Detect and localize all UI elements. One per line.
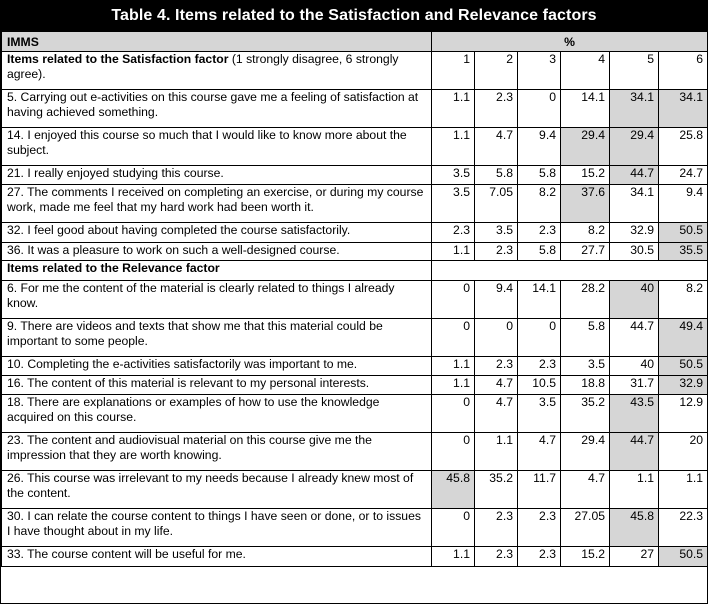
- percent-cell-2: 9.4: [475, 281, 518, 319]
- table-row: [2, 223, 708, 243]
- percent-cell-4: 8.2: [561, 223, 610, 243]
- section-heading-row: [2, 261, 708, 281]
- scale-header-6: 6: [659, 52, 708, 90]
- percent-cell-2: 2.3: [475, 357, 518, 376]
- percent-cell-6: 25.8: [659, 128, 708, 166]
- percent-cell-5: 40: [610, 357, 659, 376]
- percent-cell-4: 18.8: [561, 376, 610, 395]
- table-row: [2, 128, 708, 166]
- percent-cell-3: 14.1: [518, 281, 561, 319]
- percent-cell-1: 0: [432, 433, 475, 471]
- percent-cell-6: 34.1: [659, 90, 708, 128]
- percent-cell-1: 2.3: [432, 223, 475, 243]
- item-label: 5. Carrying out e-activities on this course gave me a feeling of satisfaction at having achieved something.: [2, 90, 432, 128]
- table-row: [2, 395, 708, 433]
- section-heading: [2, 52, 432, 90]
- percent-cell-3: 0: [518, 90, 561, 128]
- percent-cell-2: 4.7: [475, 376, 518, 395]
- scale-header-2: 2: [475, 52, 518, 90]
- percent-cell-6: 22.3: [659, 509, 708, 547]
- percent-cell-3: 2.3: [518, 547, 561, 567]
- percent-cell-3: 2.3: [518, 509, 561, 547]
- percent-cell-6: 24.7: [659, 166, 708, 185]
- percent-cell-5: 34.1: [610, 185, 659, 223]
- percent-cell-3: 9.4: [518, 128, 561, 166]
- percent-cell-1: 3.5: [432, 185, 475, 223]
- percent-cell-4: 15.2: [561, 166, 610, 185]
- percent-cell-6: 20: [659, 433, 708, 471]
- item-label: 6. For me the content of the material is clearly related to things I already know.: [2, 281, 432, 319]
- percent-cell-3: 5.8: [518, 243, 561, 261]
- percent-cell-2: 0: [475, 319, 518, 357]
- section-heading-row: [2, 52, 708, 90]
- item-label: 18. There are explanations or examples of how to use the knowledge acquired on this course.: [2, 395, 432, 433]
- scale-header-5: 5: [610, 52, 659, 90]
- percent-cell-1: 45.8: [432, 471, 475, 509]
- percent-cell-2: 2.3: [475, 90, 518, 128]
- percent-cell-1: 1.1: [432, 376, 475, 395]
- item-label: 16. The content of this material is relevant to my personal interests.: [2, 376, 432, 395]
- table-row: [2, 547, 708, 567]
- percent-cell-3: 8.2: [518, 185, 561, 223]
- percent-cell-1: 1.1: [432, 357, 475, 376]
- percent-cell-2: 35.2: [475, 471, 518, 509]
- section-heading-bold: Items related to the Satisfaction factor: [7, 52, 229, 66]
- percent-cell-5: 44.7: [610, 433, 659, 471]
- table-body: [2, 32, 708, 567]
- section-heading-bold: Items related to the Relevance factor: [7, 261, 220, 275]
- section-heading-note: (1 strongly disagree, 6 strongly agree).: [7, 52, 399, 81]
- percent-cell-1: 1.1: [432, 547, 475, 567]
- item-label: 32. I feel good about having completed the course satisfactorily.: [2, 223, 432, 243]
- table-row: [2, 376, 708, 395]
- percent-cell-1: 3.5: [432, 166, 475, 185]
- percent-cell-6: 50.5: [659, 223, 708, 243]
- percent-cell-5: 44.7: [610, 166, 659, 185]
- table-row: [2, 166, 708, 185]
- percent-cell-6: 50.5: [659, 357, 708, 376]
- table-row: [2, 433, 708, 471]
- percent-cell-2: 4.7: [475, 128, 518, 166]
- scale-header-4: 4: [561, 52, 610, 90]
- item-label: 14. I enjoyed this course so much that I would like to know more about the subject.: [2, 128, 432, 166]
- table-row: [2, 357, 708, 376]
- percent-cell-1: 1.1: [432, 128, 475, 166]
- header-imms: IMMS: [2, 32, 432, 52]
- percent-cell-4: 27.05: [561, 509, 610, 547]
- percent-cell-6: 1.1: [659, 471, 708, 509]
- table-row: [2, 319, 708, 357]
- percent-cell-2: 7.05: [475, 185, 518, 223]
- percent-cell-3: 5.8: [518, 166, 561, 185]
- percent-cell-1: 0: [432, 281, 475, 319]
- header-row: [2, 32, 708, 52]
- percent-cell-3: 0: [518, 319, 561, 357]
- table-title: Table 4. Items related to the Satisfaction and Relevance factors: [1, 1, 707, 31]
- item-label: 36. It was a pleasure to work on such a well-designed course.: [2, 243, 432, 261]
- percent-cell-5: 32.9: [610, 223, 659, 243]
- scale-header-3: 3: [518, 52, 561, 90]
- percent-cell-2: 2.3: [475, 243, 518, 261]
- percent-cell-4: 14.1: [561, 90, 610, 128]
- header-percent: %: [432, 32, 708, 52]
- item-label: 26. This course was irrelevant to my needs because I already knew most of the content.: [2, 471, 432, 509]
- percent-cell-1: 1.1: [432, 90, 475, 128]
- percent-cell-1: 0: [432, 395, 475, 433]
- percent-cell-2: 1.1: [475, 433, 518, 471]
- percent-cell-5: 31.7: [610, 376, 659, 395]
- percent-cell-4: 29.4: [561, 128, 610, 166]
- percent-cell-6: 9.4: [659, 185, 708, 223]
- percent-cell-2: 4.7: [475, 395, 518, 433]
- percent-cell-5: 27: [610, 547, 659, 567]
- percent-cell-3: 2.3: [518, 223, 561, 243]
- table-row: [2, 90, 708, 128]
- percent-cell-6: 50.5: [659, 547, 708, 567]
- percent-cell-6: 12.9: [659, 395, 708, 433]
- item-label: 9. There are videos and texts that show me that this material could be important to some people.: [2, 319, 432, 357]
- percent-cell-6: 32.9: [659, 376, 708, 395]
- percent-cell-5: 45.8: [610, 509, 659, 547]
- percent-cell-4: 15.2: [561, 547, 610, 567]
- percent-cell-6: 8.2: [659, 281, 708, 319]
- item-label: 27. The comments I received on completing an exercise, or during my course work, made me feel that my hard work had been worth it.: [2, 185, 432, 223]
- percent-cell-5: 34.1: [610, 90, 659, 128]
- percent-cell-5: 43.5: [610, 395, 659, 433]
- percent-cell-4: 29.4: [561, 433, 610, 471]
- item-label: 33. The course content will be useful for me.: [2, 547, 432, 567]
- imms-table: [1, 31, 708, 567]
- item-label: 30. I can relate the course content to things I have seen or done, or to issues I have thought about in my life.: [2, 509, 432, 547]
- percent-cell-4: 27.7: [561, 243, 610, 261]
- percent-cell-3: 11.7: [518, 471, 561, 509]
- percent-cell-4: 4.7: [561, 471, 610, 509]
- percent-cell-3: 3.5: [518, 395, 561, 433]
- table-row: [2, 281, 708, 319]
- percent-cell-5: 44.7: [610, 319, 659, 357]
- percent-cell-2: 2.3: [475, 547, 518, 567]
- percent-cell-6: 35.5: [659, 243, 708, 261]
- percent-cell-6: 49.4: [659, 319, 708, 357]
- percent-cell-4: 35.2: [561, 395, 610, 433]
- percent-cell-3: 2.3: [518, 357, 561, 376]
- percent-cell-1: 0: [432, 319, 475, 357]
- percent-cell-4: 3.5: [561, 357, 610, 376]
- percent-cell-5: 1.1: [610, 471, 659, 509]
- percent-cell-1: 1.1: [432, 243, 475, 261]
- section-heading: [2, 261, 432, 281]
- percent-cell-5: 29.4: [610, 128, 659, 166]
- scale-header-1: 1: [432, 52, 475, 90]
- table-row: [2, 243, 708, 261]
- percent-cell-4: 37.6: [561, 185, 610, 223]
- percent-cell-2: 5.8: [475, 166, 518, 185]
- item-label: 10. Completing the e-activities satisfactorily was important to me.: [2, 357, 432, 376]
- table-row: [2, 509, 708, 547]
- table-row: [2, 185, 708, 223]
- percent-cell-3: 10.5: [518, 376, 561, 395]
- percent-cell-3: 4.7: [518, 433, 561, 471]
- percent-cell-2: 2.3: [475, 509, 518, 547]
- percent-cell-2: 3.5: [475, 223, 518, 243]
- section-heading-spacer: [432, 261, 708, 281]
- item-label: 23. The content and audiovisual material on this course give me the impression that they are worth knowing.: [2, 433, 432, 471]
- percent-cell-4: 5.8: [561, 319, 610, 357]
- percent-cell-4: 28.2: [561, 281, 610, 319]
- item-label: 21. I really enjoyed studying this course.: [2, 166, 432, 185]
- percent-cell-5: 40: [610, 281, 659, 319]
- table-row: [2, 471, 708, 509]
- percent-cell-1: 0: [432, 509, 475, 547]
- percent-cell-5: 30.5: [610, 243, 659, 261]
